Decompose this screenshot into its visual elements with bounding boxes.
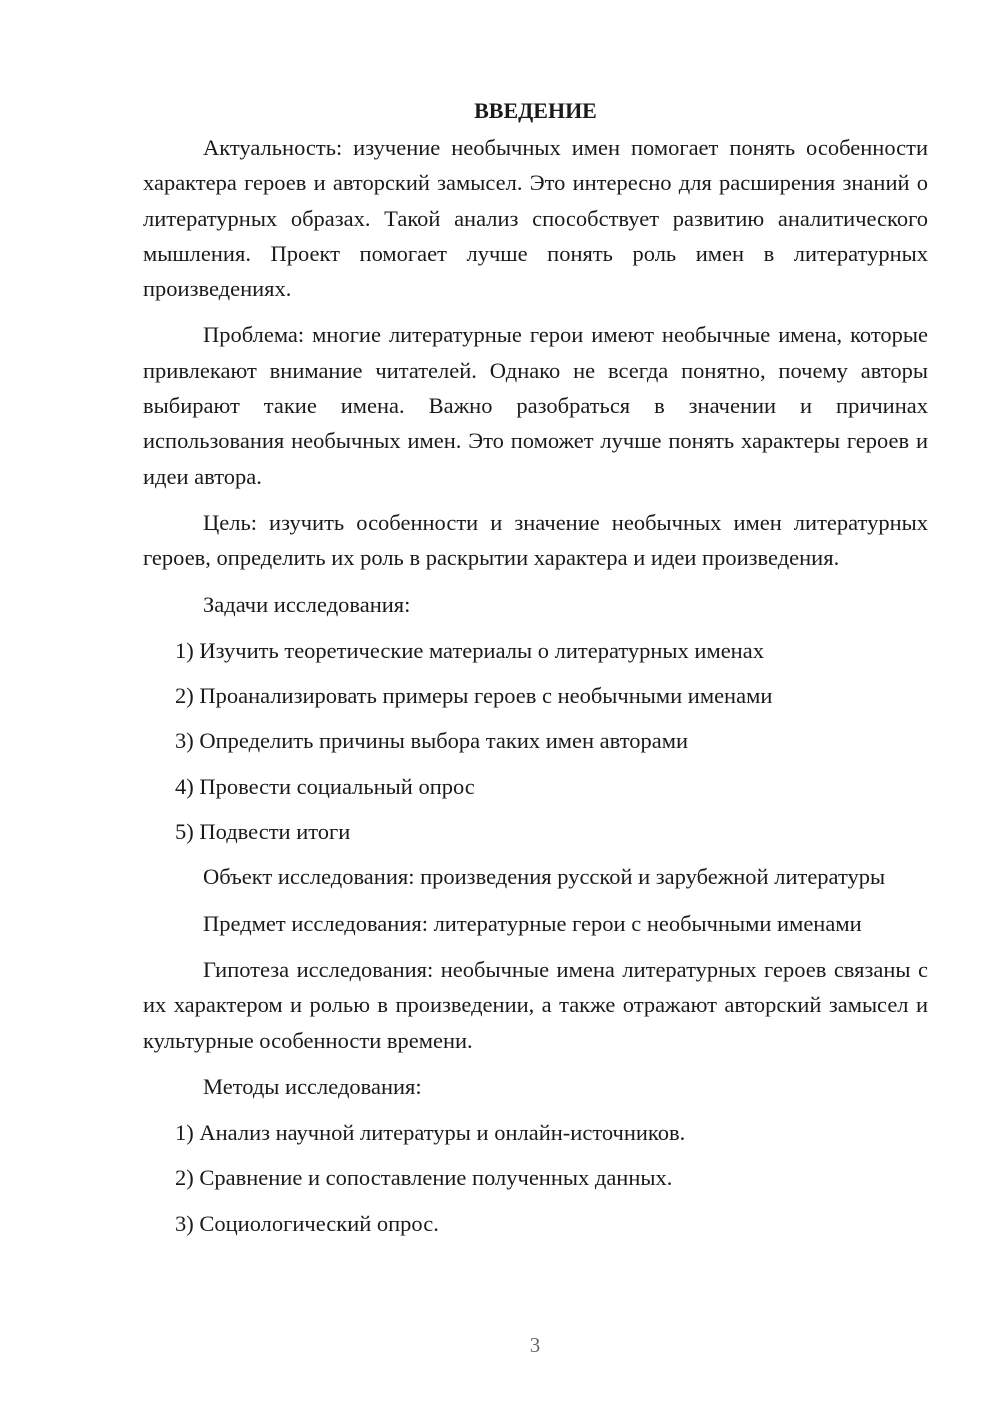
method-item: 2) Сравнение и сопоставление полученных данных.	[175, 1165, 673, 1191]
section-title: ВВЕДЕНИЕ	[474, 98, 597, 123]
page-number: 3	[529, 1333, 541, 1357]
tasks-list	[143, 633, 928, 849]
methods-list	[143, 1115, 928, 1241]
task-item: 4) Провести социальный опрос	[175, 773, 475, 799]
tasks-heading: Задачи исследования:	[203, 591, 411, 617]
task-item: 2) Проанализировать примеры героев с необычными именами	[175, 683, 773, 709]
task-item: 1) Изучить теоретические материалы о литературных именах	[175, 637, 764, 663]
object-paragraph: Объект исследования: произведения русской и зарубежной литературы	[203, 864, 886, 890]
methods-heading: Методы исследования:	[203, 1073, 422, 1099]
goal-paragraph: Цель: изучить особенности и значение необычных имен литературных героев, определить их роль в раскрытии характера и идеи произведения.	[143, 509, 928, 571]
document-body	[143, 94, 928, 1251]
task-item: 3) Определить причины выбора таких имен авторами	[175, 728, 689, 754]
task-item: 5) Подвести итоги	[175, 819, 351, 845]
relevance-paragraph: Актуальность: изучение необычных имен помогает понять особенности характера героев и авторский замысел. Это интересно для расширения знаний о литературных образах. Такой анализ способствует развитию аналитического мышления. Проект помогает лучше понять роль имен в литературных произведениях.	[143, 135, 928, 302]
method-item: 1) Анализ научной литературы и онлайн-источников.	[175, 1120, 686, 1146]
subject-paragraph: Предмет исследования: литературные герои с необычными именами	[203, 910, 862, 936]
method-item: 3) Социологический опрос.	[175, 1210, 439, 1236]
hypothesis-paragraph: Гипотеза исследования: необычные имена литературных героев связаны с их характером и ролью в произведении, а также отражают авторский замысел и культурные особенности времени.	[143, 956, 928, 1053]
problem-paragraph: Проблема: многие литературные герои имеют необычные имена, которые привлекают внимание читателей. Однако не всегда понятно, почему авторы выбирают такие имена. Важно разобраться в значении и причинах использования необычных имен. Это поможет лучше понять характеры героев и идеи автора.	[143, 322, 928, 489]
